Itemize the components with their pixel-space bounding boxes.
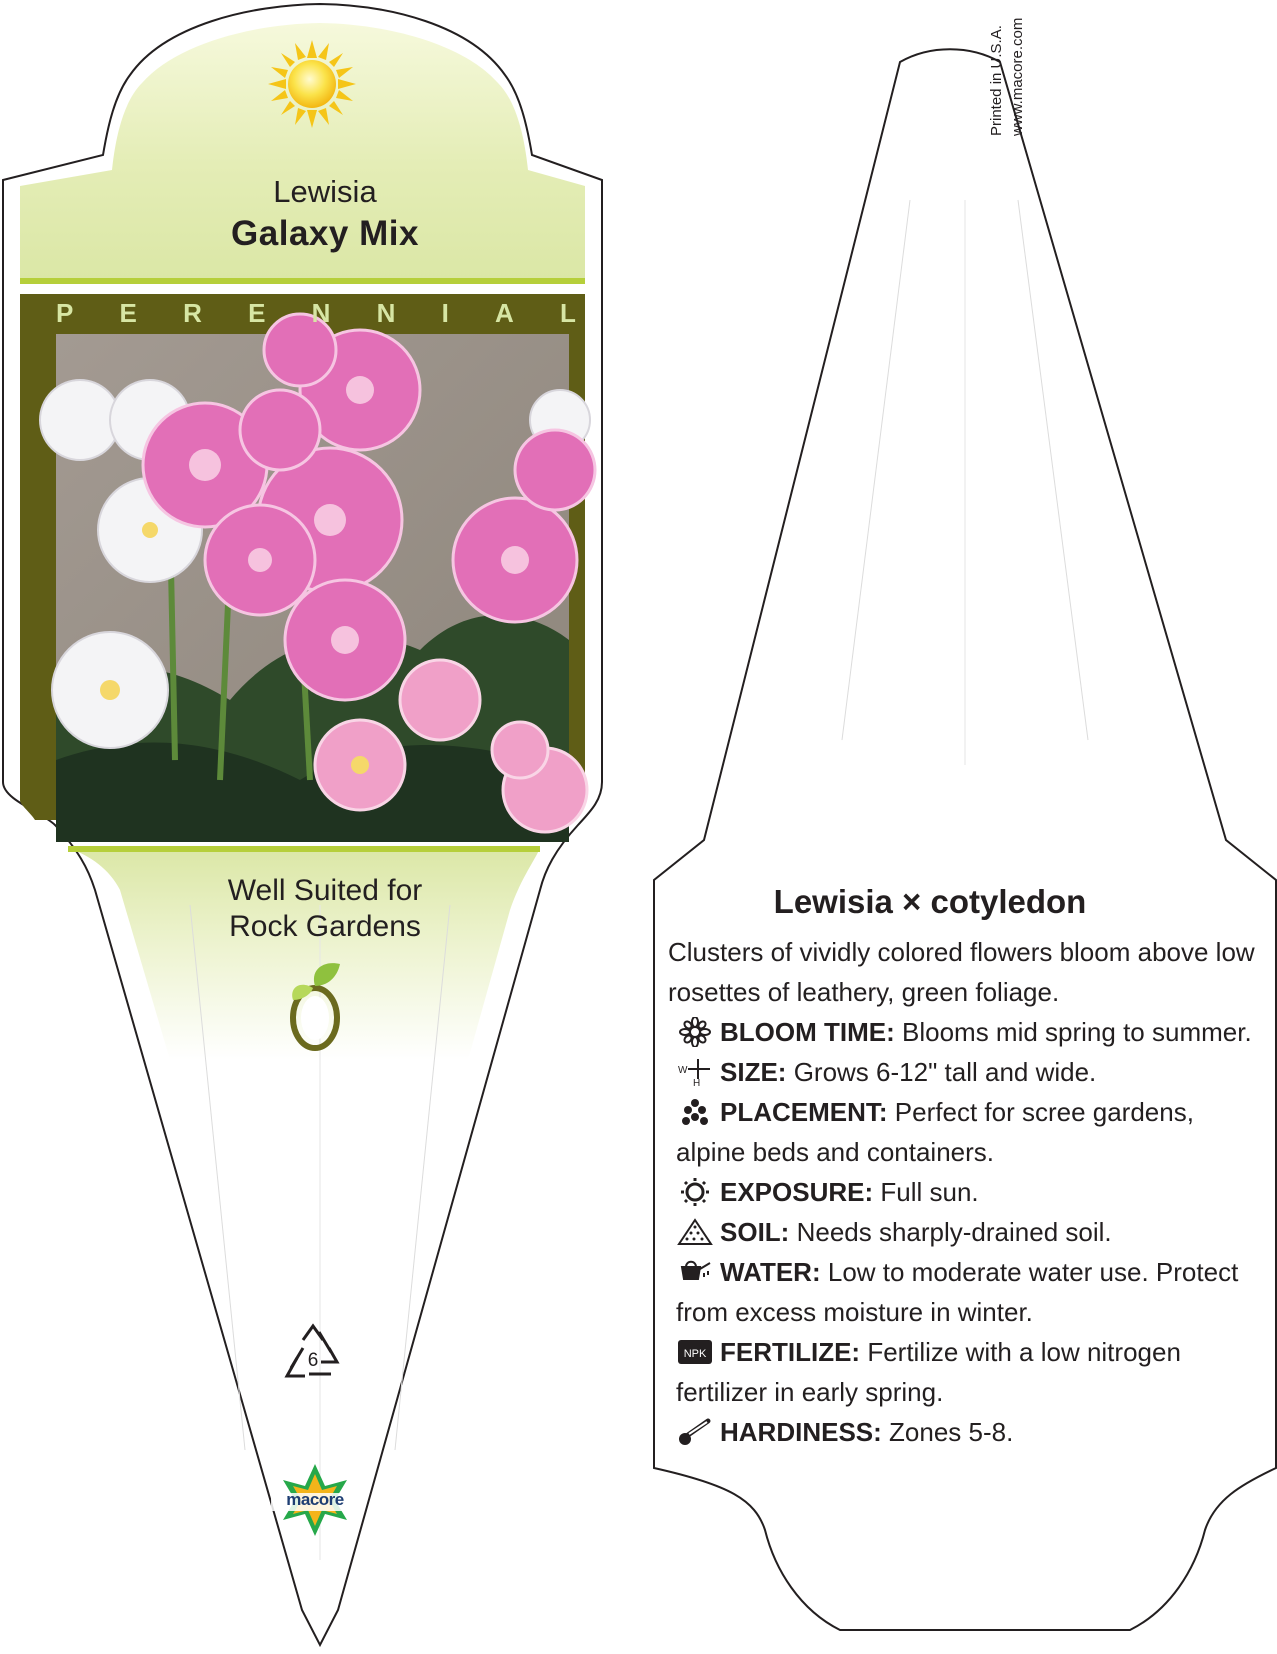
category-letter: E (119, 298, 137, 328)
thermometer-icon (676, 1417, 716, 1447)
plant-common-name: Lewisia (273, 174, 377, 209)
category-letter: N (376, 298, 396, 328)
category-letter: L (560, 298, 576, 328)
plant-description: Clusters of vividly colored flowers bloom above low rosettes of leathery, green foliage. (668, 937, 1255, 1007)
attribute-label: FERTILIZE: (720, 1337, 861, 1367)
plant-care-info (668, 932, 1256, 1452)
attribute-label: EXPOSURE: (720, 1177, 874, 1207)
sun-icon (268, 40, 356, 128)
attribute-size (676, 1052, 1256, 1092)
attribute-exposure (676, 1172, 1256, 1212)
attribute-label: SIZE: (720, 1057, 787, 1087)
soil-pile-icon (676, 1217, 716, 1247)
plant-variety-name: Galaxy Mix (231, 214, 419, 253)
attribute-label: HARDINESS: (720, 1417, 882, 1447)
botanical-name: Lewisia × cotyledon (773, 883, 1087, 920)
brand-name: macore (286, 1490, 344, 1509)
attribute-placement (676, 1092, 1256, 1172)
bloom-flower-icon (676, 1017, 716, 1047)
attribute-hardiness (676, 1412, 1256, 1452)
attribute-water (676, 1252, 1256, 1332)
attribute-soil (676, 1212, 1256, 1252)
recycle-number: 6 (307, 1350, 319, 1371)
attribute-fertilize (676, 1332, 1256, 1412)
plant-tagline (120, 873, 530, 945)
print-info (986, 18, 1028, 136)
plant-photo (40, 314, 595, 842)
website: www.macore.com (1009, 17, 1026, 136)
sun-exposure-icon (676, 1177, 716, 1207)
tagline-line: Rock Gardens (229, 910, 421, 943)
attribute-text: Needs sharply-drained soil. (796, 1217, 1112, 1247)
tagline-line: Well Suited for (227, 874, 423, 907)
category-letter: N (311, 298, 331, 328)
attribute-label: PLACEMENT: (720, 1097, 888, 1127)
attribute-text: Low to moderate water use. Protect from excess moisture in winter. (676, 1257, 1239, 1327)
attribute-text: Full sun. (880, 1177, 979, 1207)
attribute-text: Perfect for scree gardens, alpine beds and containers. (676, 1097, 1194, 1167)
placement-cluster-icon (676, 1097, 716, 1127)
category-letter: A (495, 298, 514, 328)
category-letter: R (183, 298, 202, 328)
printed-in: Printed in U.S.A. (988, 25, 1005, 136)
category-letter: I (441, 298, 449, 328)
category-letter: E (248, 298, 266, 328)
watering-can-icon (676, 1257, 716, 1287)
attribute-label: SOIL: (720, 1217, 790, 1247)
size-icon-w: W (678, 1065, 688, 1076)
size-dimensions-icon (676, 1057, 716, 1087)
attribute-text: Grows 6-12" tall and wide. (793, 1057, 1097, 1087)
attribute-bloom-time (676, 1012, 1256, 1052)
attribute-label: WATER: (720, 1257, 821, 1287)
attribute-text: Blooms mid spring to summer. (902, 1017, 1252, 1047)
size-icon-h: H (693, 1078, 701, 1087)
npk-icon-text: NPK (683, 1348, 707, 1360)
attribute-text: Fertilize with a low nitrogen fertilizer in early spring. (676, 1337, 1181, 1407)
npk-fertilizer-icon (676, 1337, 716, 1367)
plant-category (56, 298, 576, 329)
category-letter: P (56, 298, 74, 328)
attribute-label: BLOOM TIME: (720, 1017, 895, 1047)
attribute-text: Zones 5-8. (889, 1417, 1014, 1447)
